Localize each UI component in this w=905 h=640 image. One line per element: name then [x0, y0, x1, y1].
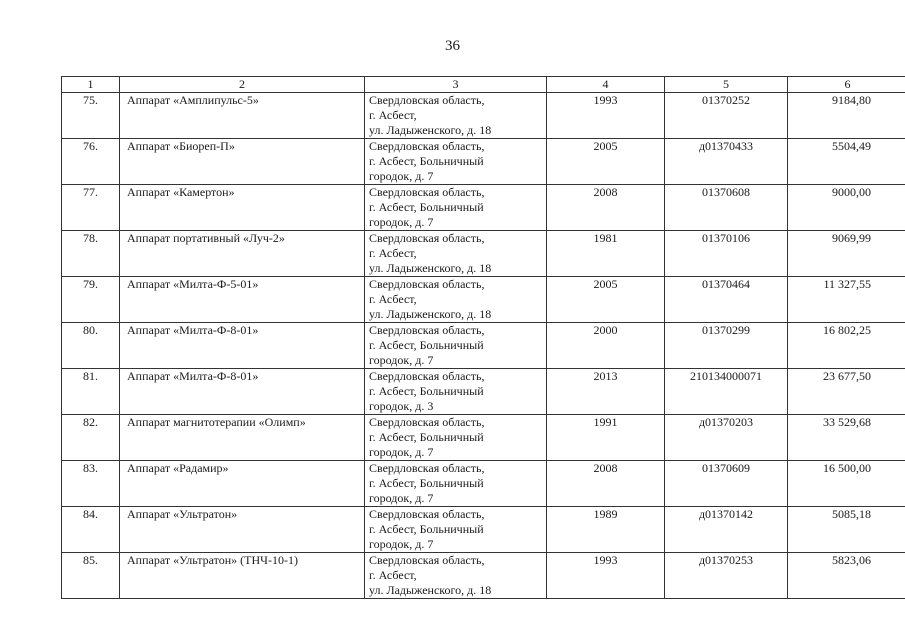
address-line: Свердловская область,	[369, 93, 485, 107]
address-cell	[365, 415, 547, 461]
address-line: Свердловская область,	[369, 507, 485, 521]
address-line: городок, д. 7	[369, 169, 434, 183]
address-line: городок, д. 7	[369, 353, 434, 367]
row-number-cell: 85.	[62, 553, 120, 599]
row-number-cell: 80.	[62, 323, 120, 369]
inventory-number-cell: 01370106	[665, 231, 788, 277]
table-row	[62, 277, 905, 323]
address-line: ул. Ладыженского, д. 18	[369, 307, 492, 321]
address-line: Свердловская область,	[369, 415, 485, 429]
table-row	[62, 415, 905, 461]
table-row	[62, 185, 905, 231]
year-cell: 1993	[547, 553, 665, 599]
equipment-name-cell: Аппарат «Радамир»	[120, 461, 365, 507]
address-line: г. Асбест, Больничный	[369, 154, 484, 168]
table-row	[62, 369, 905, 415]
address-line: г. Асбест, Больничный	[369, 200, 484, 214]
address-cell	[365, 185, 547, 231]
inventory-number-cell: д01370142	[665, 507, 788, 553]
address-cell	[365, 277, 547, 323]
column-header: 5	[665, 77, 788, 93]
sum-cell: 5085,18	[788, 507, 905, 553]
inventory-number-cell: 01370609	[665, 461, 788, 507]
table-row	[62, 139, 905, 185]
sum-cell: 5504,49	[788, 139, 905, 185]
address-cell	[365, 231, 547, 277]
year-cell: 2005	[547, 277, 665, 323]
equipment-name-cell: Аппарат «Милта-Ф-5-01»	[120, 277, 365, 323]
equipment-name-cell: Аппарат «Ультратон»	[120, 507, 365, 553]
inventory-number-cell: 01370608	[665, 185, 788, 231]
equipment-name-cell: Аппарат «Милта-Ф-8-01»	[120, 369, 365, 415]
address-line: городок, д. 7	[369, 491, 434, 505]
address-line: городок, д. 3	[369, 399, 434, 413]
address-line: г. Асбест,	[369, 292, 417, 306]
address-cell	[365, 93, 547, 139]
column-header: 4	[547, 77, 665, 93]
sum-cell: 16 500,00	[788, 461, 905, 507]
equipment-table	[61, 76, 905, 599]
address-line: Свердловская область,	[369, 185, 485, 199]
inventory-number-cell: 01370299	[665, 323, 788, 369]
year-cell: 2008	[547, 185, 665, 231]
address-cell	[365, 323, 547, 369]
equipment-name-cell: Аппарат «Амплипульс-5»	[120, 93, 365, 139]
sum-cell: 16 802,25	[788, 323, 905, 369]
row-number-cell: 75.	[62, 93, 120, 139]
address-cell	[365, 553, 547, 599]
address-line: г. Асбест,	[369, 108, 417, 122]
year-cell: 2005	[547, 139, 665, 185]
equipment-name-cell: Аппарат магнитотерапии «Олимп»	[120, 415, 365, 461]
row-number-cell: 78.	[62, 231, 120, 277]
address-line: городок, д. 7	[369, 445, 434, 459]
inventory-number-cell: д01370253	[665, 553, 788, 599]
address-line: городок, д. 7	[369, 537, 434, 551]
year-cell: 1991	[547, 415, 665, 461]
address-line: Свердловская область,	[369, 139, 485, 153]
year-cell: 1993	[547, 93, 665, 139]
address-cell	[365, 461, 547, 507]
row-number-cell: 82.	[62, 415, 120, 461]
equipment-name-cell: Аппарат «Ультратон» (ТНЧ-10-1)	[120, 553, 365, 599]
address-line: Свердловская область,	[369, 553, 485, 567]
header-row	[62, 77, 905, 93]
equipment-name-cell: Аппарат «Биореп-П»	[120, 139, 365, 185]
equipment-name-cell: Аппарат портативный «Луч-2»	[120, 231, 365, 277]
table-row	[62, 461, 905, 507]
table-body	[62, 93, 905, 599]
address-cell	[365, 369, 547, 415]
address-line: г. Асбест,	[369, 568, 417, 582]
address-line: городок, д. 7	[369, 215, 434, 229]
address-line: ул. Ладыженского, д. 18	[369, 123, 492, 137]
inventory-number-cell: д01370203	[665, 415, 788, 461]
inventory-number-cell: 210134000071	[665, 369, 788, 415]
address-line: г. Асбест, Больничный	[369, 430, 484, 444]
table-row	[62, 231, 905, 277]
equipment-name-cell: Аппарат «Камертон»	[120, 185, 365, 231]
table-row	[62, 93, 905, 139]
inventory-number-cell: 01370252	[665, 93, 788, 139]
column-header: 1	[62, 77, 120, 93]
sum-cell: 23 677,50	[788, 369, 905, 415]
address-line: г. Асбест, Больничный	[369, 384, 484, 398]
year-cell: 1989	[547, 507, 665, 553]
sum-cell: 5823,06	[788, 553, 905, 599]
row-number-cell: 83.	[62, 461, 120, 507]
address-line: ул. Ладыженского, д. 18	[369, 261, 492, 275]
year-cell: 1981	[547, 231, 665, 277]
inventory-number-cell: 01370464	[665, 277, 788, 323]
year-cell: 2013	[547, 369, 665, 415]
year-cell: 2000	[547, 323, 665, 369]
address-cell	[365, 139, 547, 185]
address-line: ул. Ладыженского, д. 18	[369, 583, 492, 597]
sum-cell: 9069,99	[788, 231, 905, 277]
row-number-cell: 84.	[62, 507, 120, 553]
address-line: г. Асбест,	[369, 246, 417, 260]
sum-cell: 9000,00	[788, 185, 905, 231]
year-cell: 2008	[547, 461, 665, 507]
address-line: Свердловская область,	[369, 323, 485, 337]
row-number-cell: 76.	[62, 139, 120, 185]
row-number-cell: 79.	[62, 277, 120, 323]
address-cell	[365, 507, 547, 553]
inventory-number-cell: д01370433	[665, 139, 788, 185]
equipment-name-cell: Аппарат «Милта-Ф-8-01»	[120, 323, 365, 369]
page-number: 36	[445, 38, 460, 54]
table-row	[62, 507, 905, 553]
address-line: Свердловская область,	[369, 277, 485, 291]
column-header: 2	[120, 77, 365, 93]
address-line: г. Асбест, Больничный	[369, 522, 484, 536]
column-header: 3	[365, 77, 547, 93]
table-row	[62, 553, 905, 599]
address-line: Свердловская область,	[369, 231, 485, 245]
address-line: Свердловская область,	[369, 461, 485, 475]
sum-cell: 33 529,68	[788, 415, 905, 461]
address-line: г. Асбест, Больничный	[369, 476, 484, 490]
row-number-cell: 81.	[62, 369, 120, 415]
address-line: Свердловская область,	[369, 369, 485, 383]
sum-cell: 9184,80	[788, 93, 905, 139]
table-row	[62, 323, 905, 369]
column-header: 6	[788, 77, 905, 93]
row-number-cell: 77.	[62, 185, 120, 231]
sum-cell: 11 327,55	[788, 277, 905, 323]
address-line: г. Асбест, Больничный	[369, 338, 484, 352]
